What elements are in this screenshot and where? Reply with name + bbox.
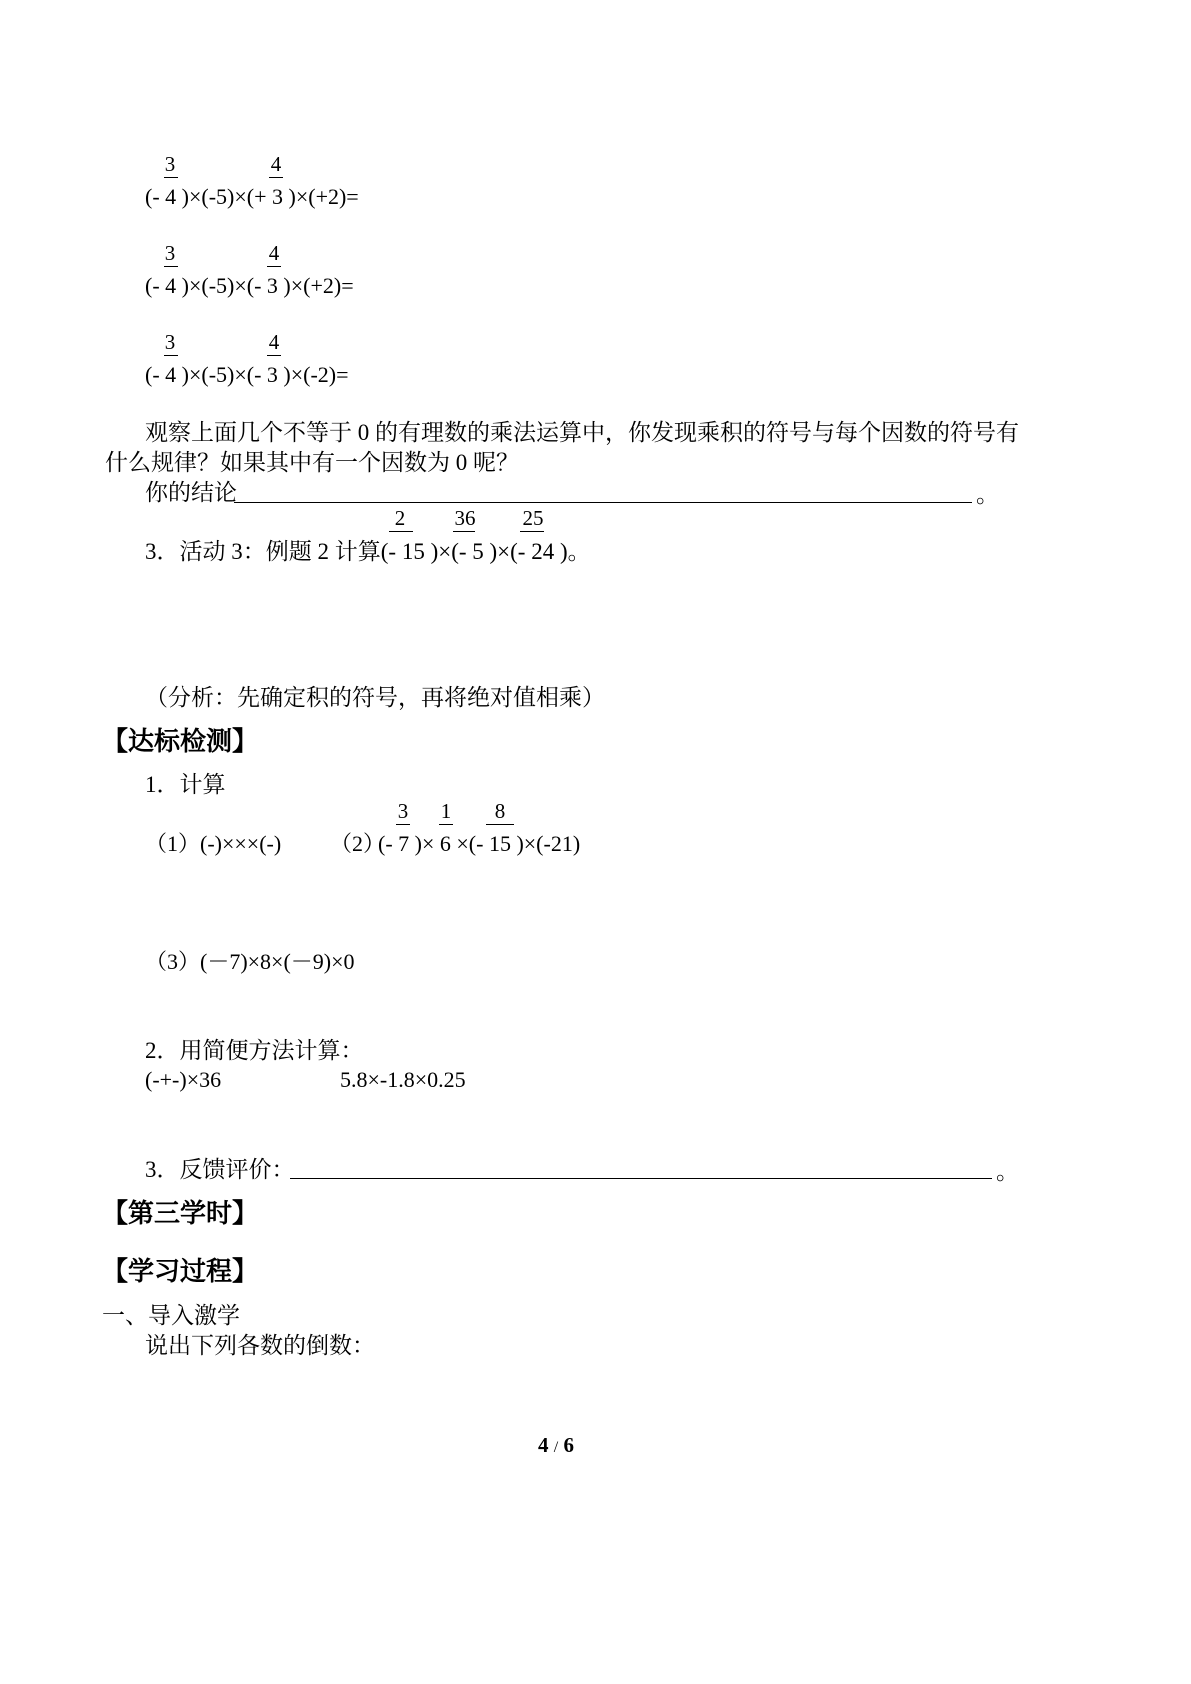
fraction-numerator: 3 [164, 330, 176, 354]
part-heading: 一、导入激学 [102, 1303, 240, 1328]
analysis-note: （分析：先确定积的符号，再将绝对值相乘） [145, 685, 605, 710]
sub-problem-1: （1）(-)×××(-) [145, 831, 282, 856]
simplify-expression-2: 5.8×-1.8×0.25 [340, 1067, 466, 1092]
paragraph-line: 观察上面几个不等于 0 的有理数的乘法运算中，你发现乘积的符号与每个因数的符号有 [145, 420, 1019, 445]
fraction-bar [453, 531, 475, 532]
fraction-numerator: 3 [164, 241, 176, 265]
section-title-process: 【学习过程】 [102, 1257, 259, 1286]
sub-problem-2-label: （2） [330, 831, 386, 856]
page-total: 6 [563, 1433, 574, 1457]
paragraph-line: 说出下列各数的倒数： [145, 1333, 375, 1358]
fraction-numerator: 8 [494, 799, 506, 823]
page-separator: / [553, 1439, 559, 1456]
fraction-bar [389, 531, 413, 532]
feedback-blank [290, 1178, 992, 1179]
fraction-numerator: 3 [164, 152, 176, 176]
fraction-bar [164, 177, 178, 178]
item-label: 1．计算 [145, 772, 226, 797]
item-label: 2．用简便方法计算： [145, 1038, 364, 1063]
sub-problem-3: （3）(－7)×8×(－9)×0 [145, 949, 355, 974]
fraction-bar [164, 355, 178, 356]
fraction-bar [439, 824, 453, 825]
fraction-numerator: 4 [268, 330, 280, 354]
fraction-bar [267, 266, 281, 267]
fraction-bar [520, 531, 544, 532]
conclusion-label: 你的结论 [145, 480, 237, 505]
simplify-expression-1: (-+-)×36 [145, 1067, 222, 1092]
fraction-bar [269, 177, 283, 178]
fraction-numerator: 4 [270, 152, 282, 176]
fraction-numerator: 36 [454, 506, 476, 530]
fraction-numerator: 25 [522, 506, 544, 530]
paragraph-line: 什么规律？如果其中有一个因数为 0 呢？ [105, 450, 519, 475]
fraction-numerator: 3 [397, 799, 409, 823]
fraction-bar [164, 266, 178, 267]
expression-line: (- 4 )×(-5)×(- 3 )×(-2)= [145, 362, 349, 387]
section-title-check: 【达标检测】 [102, 727, 259, 756]
conclusion-end: 。 [976, 482, 999, 507]
item-label: 3．反馈评价： [145, 1157, 295, 1182]
expression-line: (- 4 )×(-5)×(- 3 )×(+2)= [145, 273, 354, 298]
fraction-numerator: 4 [268, 241, 280, 265]
fraction-bar [486, 824, 514, 825]
fraction-bar [267, 355, 281, 356]
activity3-line: 3．活动 3：例题 2 计算(- 15 )×(- 5 )×(- 24 )。 [145, 539, 591, 564]
fraction-numerator: 1 [440, 799, 452, 823]
section-title-third: 【第三学时】 [102, 1199, 259, 1228]
fraction-bar [396, 824, 410, 825]
fraction-numerator: 2 [394, 506, 406, 530]
conclusion-blank [234, 502, 972, 503]
page-number [538, 1435, 574, 1456]
feedback-end: 。 [996, 1159, 1019, 1184]
page-current: 4 [538, 1433, 549, 1457]
sub-problem-2: (- 7 )× 6 ×(- 15 )×(-21) [378, 831, 581, 856]
expression-line: (- 4 )×(-5)×(+ 3 )×(+2)= [145, 184, 359, 209]
